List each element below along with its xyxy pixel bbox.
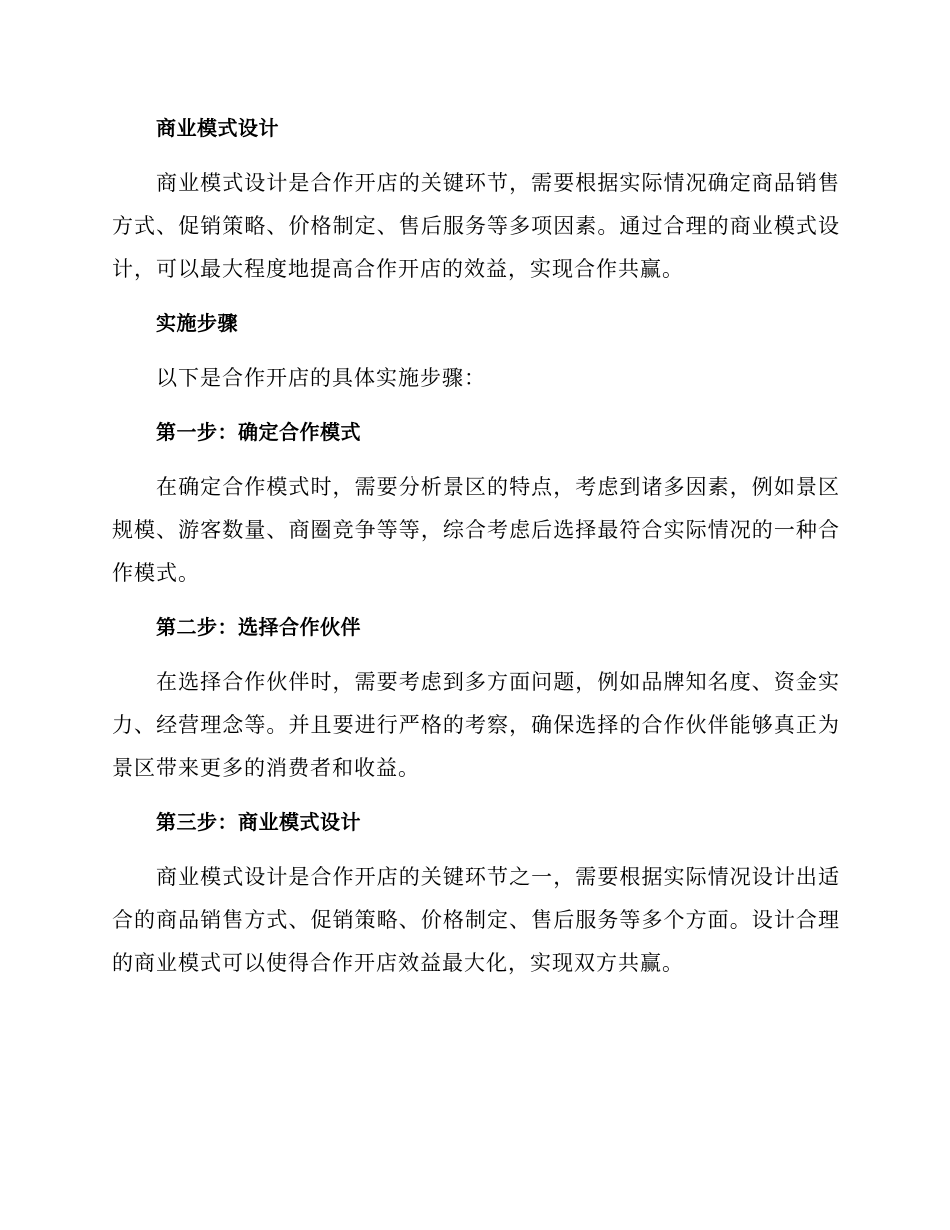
document-page bbox=[112, 108, 840, 985]
section-heading-step-one: 第一步：确定合作模式 bbox=[156, 420, 361, 444]
section-heading-business-model: 商业模式设计 bbox=[156, 116, 279, 140]
section-paragraph-implementation-steps: 以下是合作开店的具体实施步骤： bbox=[156, 366, 486, 390]
section-paragraph-business-model: 商业模式设计是合作开店的关键环节，需要根据实际情况确定商品销售方式、促销策略、价格制定、售后服务等多项因素。通过合理的商业模式设计，可以最大程度地提高合作开店的效益，实现合作共赢。 bbox=[112, 171, 840, 281]
section-heading-step-three: 第三步：商业模式设计 bbox=[156, 810, 361, 834]
section-paragraph-step-one: 在确定合作模式时，需要分析景区的特点，考虑到诸多因素，例如景区规模、游客数量、商圈竞争等等，综合考虑后选择最符合实际情况的一种合作模式。 bbox=[112, 475, 840, 585]
section-heading-implementation-steps: 实施步骤 bbox=[156, 311, 238, 335]
section-paragraph-step-three: 商业模式设计是合作开店的关键环节之一，需要根据实际情况设计出适合的商品销售方式、促销策略、价格制定、售后服务等多个方面。设计合理的商业模式可以使得合作开店效益最大化，实现双方共赢。 bbox=[112, 865, 840, 975]
section-heading-step-two: 第二步：选择合作伙伴 bbox=[156, 615, 361, 639]
section-paragraph-step-two: 在选择合作伙伴时，需要考虑到多方面问题，例如品牌知名度、资金实力、经营理念等。并且要进行严格的考察，确保选择的合作伙伴能够真正为景区带来更多的消费者和收益。 bbox=[112, 670, 840, 780]
